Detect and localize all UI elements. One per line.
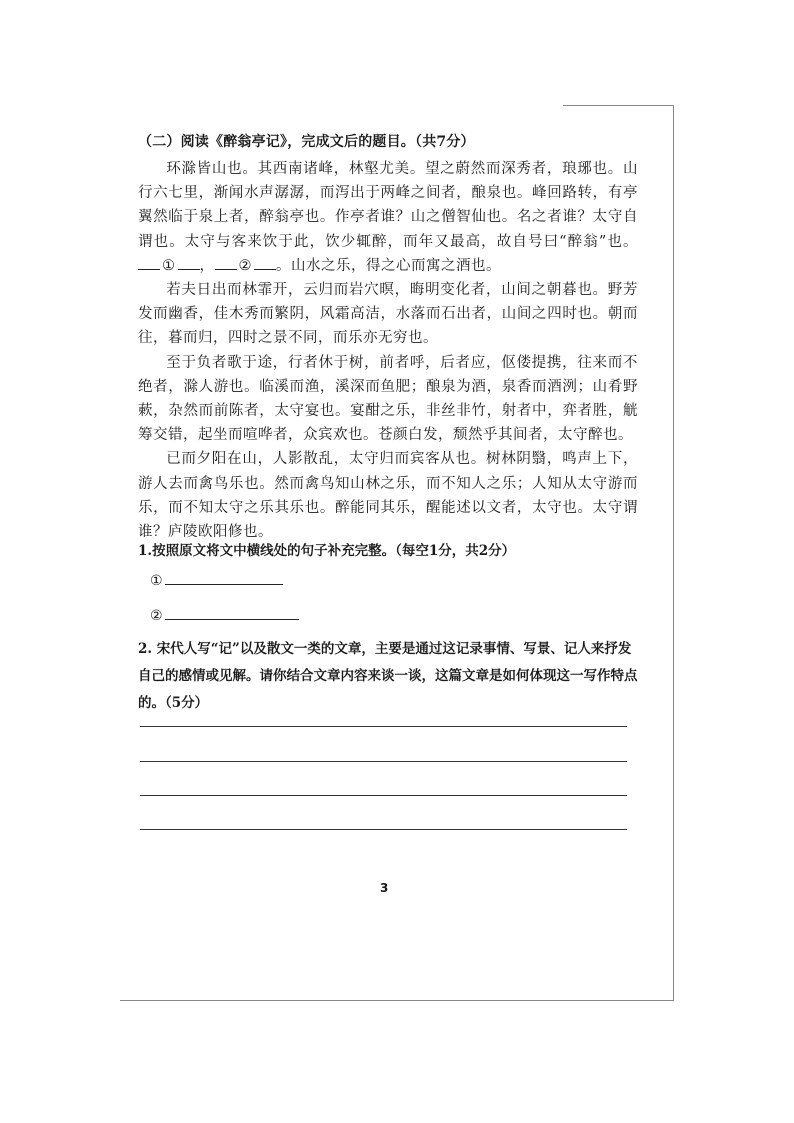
fill-blank-1-right[interactable] xyxy=(178,255,200,270)
blank-1-marker: ① xyxy=(162,257,176,274)
answer-2-underline[interactable] xyxy=(165,607,299,620)
passage-p2-text: 若夫日出而林霏开，云归而岩穴暝，晦明变化者，山间之朝暮也。野芳发而幽香，佳木秀而繁阴，风霜高洁，水落而石出者，山间之四时也。朝而往，暮而归，四时之景不同，而乐亦无穷也。 xyxy=(138,282,638,347)
passage-p1-tail: 。山水之乐，得之心而寓之酒也。 xyxy=(276,257,501,274)
answer-2-marker: ② xyxy=(150,608,163,624)
writing-line-1[interactable] xyxy=(140,726,627,727)
passage-p1-text: 环滁皆山也。其西南诸峰，林壑尤美。望之蔚然而深秀者，琅琊也。山行六七里，渐闻水声潺潺，而泻出于两峰之间者，酿泉也。峰回路转，有亭翼然临于泉上者，醉翁亭也。作亭者谁？山之僧智仙也。名之者谁？太守自谓也。太守与客来饮于此，饮少辄醉，而年又最高，故自号曰“醉翁”也。 xyxy=(138,161,638,250)
question-1: 1.按照原文将文中横线处的句子补充完整。（每空1分，共2分） xyxy=(138,543,516,559)
scan-frame-top xyxy=(563,105,673,106)
passage-paragraph-4 xyxy=(138,447,638,544)
fill-blank-2-left[interactable] xyxy=(215,255,237,270)
page-number: 3 xyxy=(380,881,389,895)
passage-p3-text: 至于负者歌于途，行者休于树，前者呼，后者应，伛偻提携，往来而不绝者，滁人游也。临溪而渔，溪深而鱼肥；酿泉为酒，泉香而酒洌；山肴野蔌，杂然而前陈者，太守宴也。宴酣之乐，非丝非竹，射者中，弈者胜，觥筹交错，起坐而喧哗者，众宾欢也。苍颜白发，颓然乎其间者，太守醉也。 xyxy=(138,354,638,444)
reading-section xyxy=(138,131,638,544)
passage-p4-text: 已而夕阳在山，人影散乱，太守归而宾客从也。树林阴翳，鸣声上下，游人去而禽鸟乐也。然而禽鸟知山林之乐，而不知人之乐；人知从太守游而乐，而不知太守之乐其乐也。醉能同其乐，醒能述以文者，太守也。太守谓谁？庐陵欧阳修也。 xyxy=(138,451,638,541)
passage-paragraph-1: 环滁皆山也。其西南诸峰，林壑尤美。望之蔚然而深秀者，琅琊也。山行六七里，渐闻水声潺潺，而泻出于两峰之间者，酿泉也。峰回路转，有亭翼然临于泉上者，醉翁亭也。作亭者谁？山之僧智仙也。名之者谁？太守自谓也。太守与客来饮于此，饮少辄醉，而年又最高，故自号曰“醉翁”也。① ， ② 。山水之乐，得之心而寓之酒也。 xyxy=(138,161,638,274)
scan-frame-bottom xyxy=(120,1000,674,1001)
passage-paragraph-2 xyxy=(138,278,638,351)
fill-blank-1-left[interactable] xyxy=(138,255,160,270)
writing-line-2[interactable] xyxy=(140,761,627,762)
question-2: 2. 宋代人写“记”以及散文一类的文章，主要是通过这记录事情、写景、记人来抒发自己的感情或见解。请你结合文章内容来谈一谈，这篇文章是如何体现这一写作特点的。（5分） xyxy=(138,641,638,711)
section-heading: （二）阅读《醉翁亭记》，完成文后的题目。（共7分） xyxy=(138,134,475,150)
answer-1-marker: ① xyxy=(150,573,163,589)
fill-blank-2-right[interactable] xyxy=(254,255,276,270)
blank-2-marker: ② xyxy=(238,257,252,274)
writing-line-4[interactable] xyxy=(140,829,627,830)
scan-frame-right xyxy=(673,105,674,1000)
writing-line-3[interactable] xyxy=(140,795,627,796)
answer-line-1[interactable] xyxy=(150,571,283,591)
passage-paragraph-3 xyxy=(138,351,638,448)
answer-line-2[interactable] xyxy=(150,606,299,626)
answer-1-underline[interactable] xyxy=(165,572,283,585)
